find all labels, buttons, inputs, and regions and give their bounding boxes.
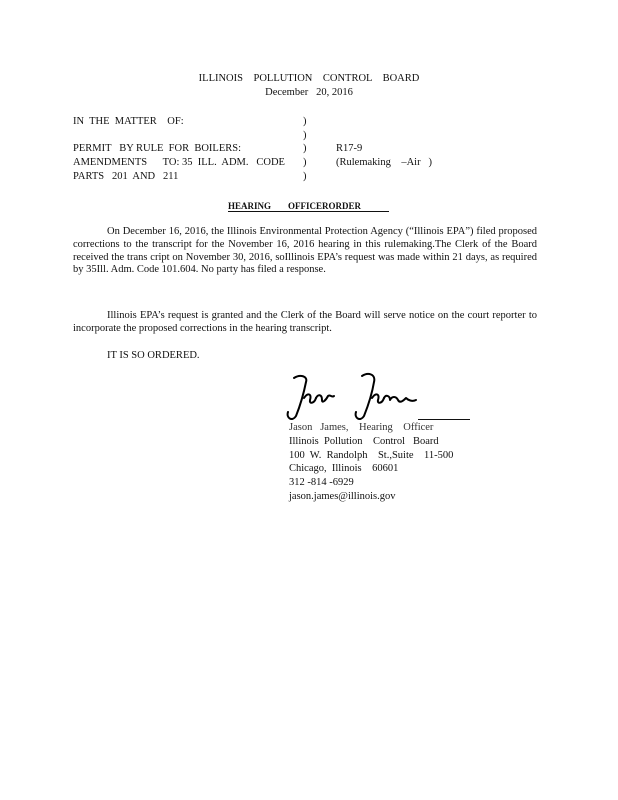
caption-left-line: PARTS 201 AND 211 — [73, 171, 179, 182]
signatory-street-address: 100 W. Randolph St.,Suite 11-500 — [289, 450, 454, 461]
caption-paren: ) — [303, 143, 307, 154]
signatory-city-address: Chicago, Illinois 60601 — [289, 463, 399, 474]
caption-paren: ) — [303, 116, 307, 127]
caption-paren: ) — [303, 157, 307, 168]
order-title-officer-order: OFFICERORDER — [288, 201, 362, 211]
body-paragraph-ordered: IT IS SO ORDERED. — [107, 350, 200, 361]
body-paragraph: Illinois EPA’s request is granted and the Clerk of the Board will serve notice on the court reporter to incorporate the proposed corrections in the hearing transcript. — [73, 310, 537, 334]
signatory-email: jason.james@illinois.gov — [289, 491, 396, 502]
docket-number: R17-9 — [336, 143, 363, 154]
caption-left-line: AMENDMENTS TO: 35 ILL. ADM. CODE — [73, 157, 285, 168]
handwritten-signature — [282, 370, 432, 422]
body-paragraph: On December 16, 2016, the Illinois Environmental Protection Agency (“Illinois EPA”) filed proposed corrections to the transcript for the November 16, 2016 hearing in this rulemaking.The Clerk of the Board received the trans cript on November 30, 2016, soIllinois EPA’s request was made within 21 days, as required by 35Ill. Adm. Code 101.604. No party has filed a response. — [73, 226, 537, 276]
order-title-hearing: HEARING — [228, 201, 272, 211]
caption-left-line: IN THE MATTER OF: — [73, 116, 184, 127]
signatory-phone: 312 -814 -6929 — [289, 477, 354, 488]
signatory-organization: Illinois Pollution Control Board — [289, 436, 439, 447]
caption-paren: ) — [303, 130, 307, 141]
order-date: December 20, 2016 — [265, 87, 353, 98]
signature-line — [418, 419, 470, 420]
board-name: ILLINOIS POLLUTION CONTROL BOARD — [198, 73, 420, 84]
order-title-underline — [228, 211, 389, 212]
signatory-name-title: Jason James, Hearing Officer — [289, 422, 434, 433]
caption-left-line: PERMIT BY RULE FOR BOILERS: — [73, 143, 242, 154]
caption-paren: ) — [303, 171, 307, 182]
docket-type: (Rulemaking –Air ) — [336, 157, 432, 168]
